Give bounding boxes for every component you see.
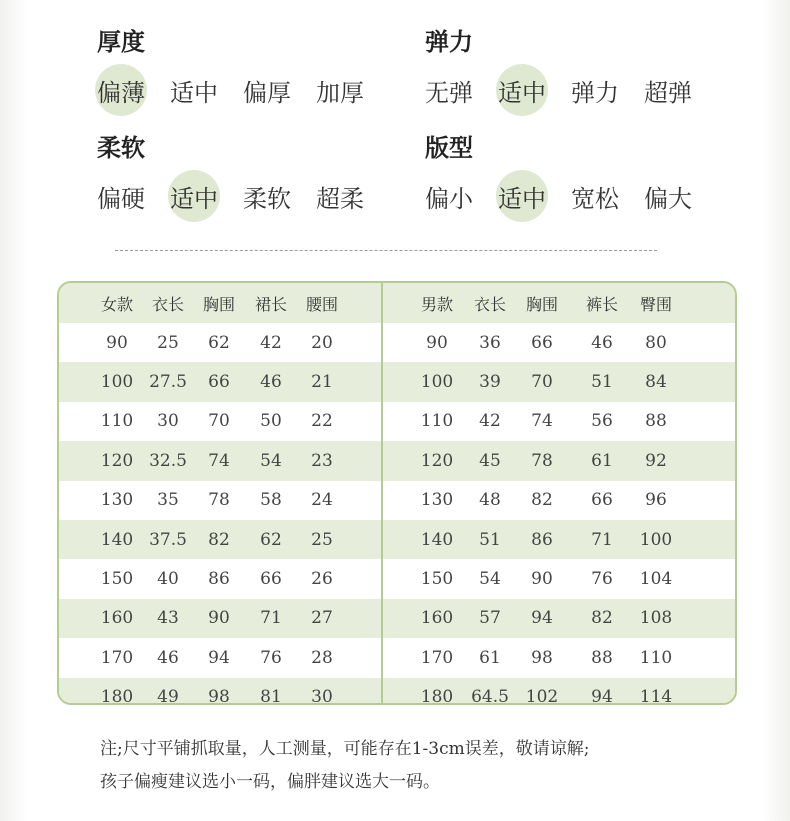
- table-cell: 90: [426, 332, 448, 353]
- table-header-cell: 裙长: [254, 294, 287, 314]
- note-line-1: 注;尺寸平铺抓取量，人工测量，可能存在1-3cm误差，敬请谅解;: [100, 739, 590, 759]
- attr-option: 偏厚: [243, 78, 291, 107]
- attr-options: [425, 64, 725, 112]
- table-header-cell: 女款: [100, 294, 133, 314]
- page-edge-left: [0, 0, 28, 821]
- attr-title: 厚度: [97, 28, 145, 56]
- table-cell: 110: [639, 647, 673, 668]
- attr-option: 超弹: [644, 78, 692, 107]
- table-cell: 76: [260, 647, 282, 668]
- table-cell: 61: [479, 647, 501, 668]
- table-cell: 54: [260, 450, 282, 471]
- table-row: [382, 638, 735, 677]
- table-row: [59, 481, 382, 520]
- table-cell: 54: [479, 569, 501, 590]
- table-row: [59, 638, 382, 677]
- women-size-table: [59, 283, 382, 703]
- table-cell: 27: [311, 608, 333, 629]
- table-cell: 160: [100, 608, 134, 629]
- table-row: [382, 481, 735, 520]
- table-cell: 98: [531, 647, 553, 668]
- table-row: [382, 559, 735, 598]
- note-line-2: 孩子偏瘦建议选小一码，偏胖建议选大一码。: [100, 772, 440, 792]
- dashed-divider: [115, 250, 657, 251]
- table-header-cell: 胸围: [525, 294, 558, 314]
- table-cell: 82: [531, 490, 553, 511]
- table-row: [59, 402, 382, 441]
- table-cell: 110: [100, 411, 134, 432]
- table-cell: 94: [591, 687, 613, 705]
- table-header-cell: 衣长: [151, 294, 184, 314]
- attr-option: 柔软: [243, 184, 291, 213]
- table-cell: 42: [479, 411, 501, 432]
- table-cell: 96: [645, 490, 667, 511]
- table-cell: 48: [479, 490, 501, 511]
- table-cell: 84: [645, 372, 667, 393]
- table-cell: 102: [525, 687, 559, 705]
- attr-title: 柔软: [97, 134, 145, 162]
- table-row: [382, 599, 735, 638]
- table-cell: 130: [420, 490, 454, 511]
- table-cell: 94: [531, 608, 553, 629]
- table-cell: 88: [645, 411, 667, 432]
- table-cell: 180: [420, 687, 454, 705]
- table-cell: 51: [479, 529, 501, 550]
- table-cell: 100: [100, 372, 134, 393]
- table-cell: 78: [208, 490, 230, 511]
- table-cell: 90: [208, 608, 230, 629]
- table-cell: 66: [531, 332, 553, 353]
- attr-option: 偏硬: [97, 184, 145, 213]
- table-cell: 81: [260, 687, 282, 705]
- attr-title: 版型: [425, 134, 473, 162]
- table-cell: 76: [591, 569, 613, 590]
- table-header-row: [59, 283, 382, 323]
- table-cell: 150: [420, 569, 454, 590]
- table-cell: 70: [531, 372, 553, 393]
- table-cell: 49: [157, 687, 179, 705]
- table-cell: 43: [157, 608, 179, 629]
- table-cell: 40: [157, 569, 179, 590]
- table-cell: 180: [100, 687, 134, 705]
- attr-option: 适中: [494, 168, 550, 224]
- table-cell: 46: [260, 372, 282, 393]
- attr-title: 弹力: [425, 28, 473, 56]
- table-cell: 32.5: [149, 450, 187, 471]
- table-cell: 88: [591, 647, 613, 668]
- table-cell: 20: [311, 332, 333, 353]
- table-header-cell: 衣长: [473, 294, 506, 314]
- table-cell: 28: [311, 647, 333, 668]
- table-cell: 94: [208, 647, 230, 668]
- table-header-cell: 臀围: [639, 294, 672, 314]
- men-size-table: [382, 283, 735, 703]
- table-cell: 74: [208, 450, 230, 471]
- table-row: [59, 678, 382, 705]
- table-row: [382, 520, 735, 559]
- table-cell: 62: [208, 332, 230, 353]
- table-cell: 110: [420, 411, 454, 432]
- table-cell: 64.5: [471, 687, 509, 705]
- attr-option: 弹力: [571, 78, 619, 107]
- table-cell: 130: [100, 490, 134, 511]
- table-cell: 90: [531, 569, 553, 590]
- table-row: [59, 520, 382, 559]
- table-cell: 22: [311, 411, 333, 432]
- table-cell: 170: [420, 647, 454, 668]
- attr-option: 偏薄: [93, 62, 149, 118]
- table-cell: 98: [208, 687, 230, 705]
- table-cell: 42: [260, 332, 282, 353]
- attr-option: 无弹: [425, 78, 473, 107]
- table-cell: 100: [639, 529, 673, 550]
- table-cell: 74: [531, 411, 553, 432]
- table-cell: 82: [591, 608, 613, 629]
- attr-option: 超柔: [316, 184, 364, 213]
- size-table: [57, 281, 737, 705]
- table-cell: 21: [311, 372, 333, 393]
- table-row: [382, 441, 735, 480]
- table-row: [59, 559, 382, 598]
- table-cell: 82: [208, 529, 230, 550]
- table-cell: 50: [260, 411, 282, 432]
- table-cell: 26: [311, 569, 333, 590]
- table-row: [382, 362, 735, 401]
- table-header-cell: 裤长: [585, 294, 618, 314]
- table-cell: 71: [591, 529, 613, 550]
- table-cell: 90: [106, 332, 128, 353]
- table-cell: 56: [591, 411, 613, 432]
- table-header-cell: 胸围: [202, 294, 235, 314]
- table-cell: 35: [157, 490, 179, 511]
- table-cell: 46: [157, 647, 179, 668]
- table-cell: 58: [260, 490, 282, 511]
- table-cell: 120: [100, 450, 134, 471]
- table-row: [59, 441, 382, 480]
- table-cell: 30: [157, 411, 179, 432]
- page-edge-right: [762, 0, 790, 821]
- table-row: [382, 323, 735, 362]
- table-cell: 51: [591, 372, 613, 393]
- table-cell: 61: [591, 450, 613, 471]
- table-cell: 36: [479, 332, 501, 353]
- table-cell: 80: [645, 332, 667, 353]
- table-cell: 66: [260, 569, 282, 590]
- table-cell: 39: [479, 372, 501, 393]
- table-row: [382, 402, 735, 441]
- table-cell: 160: [420, 608, 454, 629]
- table-cell: 108: [639, 608, 673, 629]
- attr-option: 适中: [494, 62, 550, 118]
- attr-option: 宽松: [571, 184, 619, 213]
- attr-options: [97, 170, 397, 218]
- attr-options: [425, 170, 725, 218]
- attr-option: 偏大: [644, 184, 692, 213]
- table-cell: 46: [591, 332, 613, 353]
- table-cell: 25: [311, 529, 333, 550]
- table-cell: 71: [260, 608, 282, 629]
- table-cell: 104: [639, 569, 673, 590]
- table-row: [59, 323, 382, 362]
- table-cell: 86: [531, 529, 553, 550]
- table-cell: 70: [208, 411, 230, 432]
- table-row: [382, 678, 735, 705]
- table-cell: 86: [208, 569, 230, 590]
- table-cell: 27.5: [149, 372, 187, 393]
- table-cell: 37.5: [149, 529, 187, 550]
- table-cell: 57: [479, 608, 501, 629]
- table-header-cell: 腰围: [305, 294, 338, 314]
- table-cell: 120: [420, 450, 454, 471]
- table-cell: 78: [531, 450, 553, 471]
- table-row: [59, 599, 382, 638]
- table-cell: 66: [591, 490, 613, 511]
- table-cell: 140: [420, 529, 454, 550]
- table-cell: 23: [311, 450, 333, 471]
- attr-option: 偏小: [425, 184, 473, 213]
- table-cell: 66: [208, 372, 230, 393]
- table-row: [59, 362, 382, 401]
- attr-options: [97, 64, 397, 112]
- table-cell: 62: [260, 529, 282, 550]
- table-cell: 100: [420, 372, 454, 393]
- table-cell: 45: [479, 450, 501, 471]
- table-divider: [381, 283, 383, 703]
- table-header-row: [382, 283, 735, 323]
- table-cell: 140: [100, 529, 134, 550]
- table-cell: 30: [311, 687, 333, 705]
- table-cell: 25: [157, 332, 179, 353]
- attr-option: 适中: [166, 168, 222, 224]
- table-header-cell: 男款: [420, 294, 453, 314]
- table-cell: 92: [645, 450, 667, 471]
- table-cell: 150: [100, 569, 134, 590]
- table-cell: 114: [639, 687, 673, 705]
- attr-option: 适中: [170, 78, 218, 107]
- table-cell: 24: [311, 490, 333, 511]
- table-cell: 170: [100, 647, 134, 668]
- attr-option: 加厚: [316, 78, 364, 107]
